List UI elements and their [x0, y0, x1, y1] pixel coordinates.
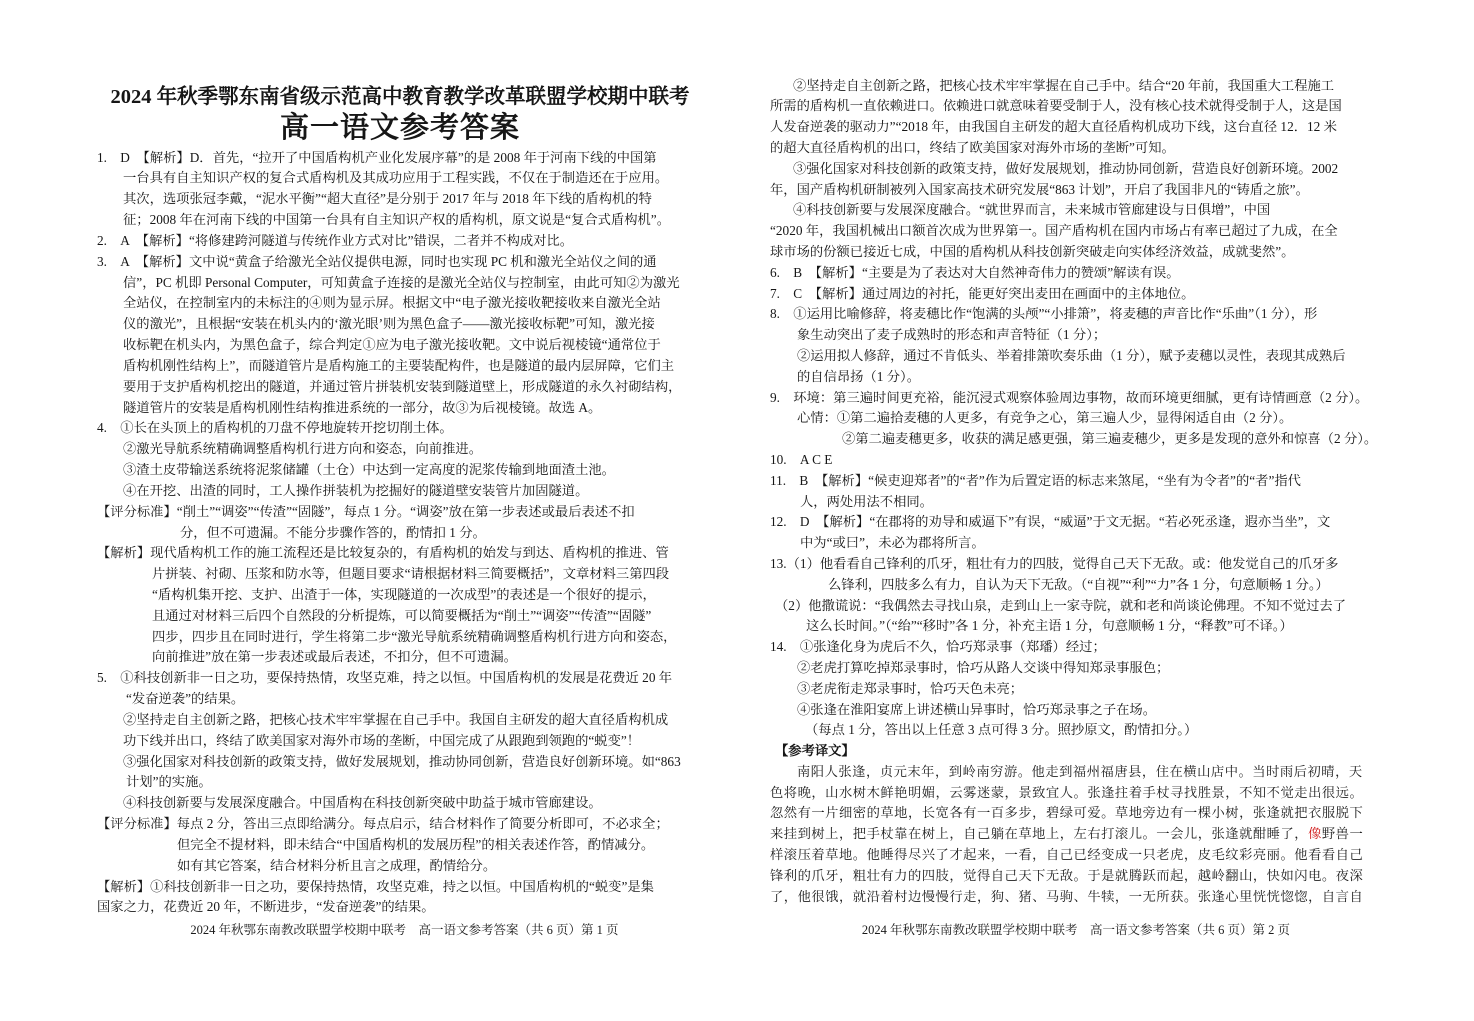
answer-line: 功下线并出口，终结了欧美国家对海外市场的垄断，中国完成了从跟跑到领跑的“蜕变”！	[123, 732, 641, 748]
answer-line: 3. A 【解析】文中说“黄盒子给激光全站仪提供电源，同时也实现 PC 机和激光全站仪之间的通	[97, 253, 657, 269]
scoring-line: 【评分标准】每点 2 分，答出三点即给满分。每点启示，结合材料作了简要分析即可，不必求全；	[97, 816, 669, 832]
answer-line: ③渣土皮带输送系统将泥浆储罐（土仓）中达到一定高度的泥浆传输到地面渣土池。	[123, 462, 615, 478]
answer-line: 12. D 【解析】“在郡将的劝导和威逼下”有误，“威逼”于文无据。“若必死丞逢，遐亦当坐”，文	[770, 514, 1331, 530]
answer-line: 收标靶在机头内，为黑色盒子，综合判定①应为电子激光接收靶。文中说后视棱镜“通常位于	[123, 337, 661, 353]
analysis-line: “盾构机集开挖、支护、出渣于一体，实现隧道的一次成型”的表述是一个很好的提示，	[152, 586, 656, 602]
answer-line: 2. A 【解析】“将修建跨河隧道与传统作业方式对比”错误，二者并不构成对比。	[97, 232, 574, 248]
answer-line: 要用于支护盾构机挖出的隧道，并通过管片拼装机安装到隧道壁上，形成隧道的永久衬砌结构，	[123, 378, 682, 394]
answer-line: 象生动突出了麦子成熟时的形态和声音特征（1 分）；	[797, 327, 1107, 343]
answer-line: 人，两处用法不相同。	[800, 493, 933, 509]
answer-line: 5. ①科技创新非一日之功，要保持热情，攻坚克难，持之以恒。中国盾构机的发展是花费近 20 年	[97, 670, 673, 686]
translation-line: 南阳人张逢，贞元末年，到岭南穷游。他走到福州福唐县，住在横山店中。当时雨后初晴，天	[797, 763, 1363, 779]
answer-line: ③老虎衔走郑录事时，恰巧天色未亮；	[797, 680, 1024, 696]
translation-line: 忽然有一片细密的草地，长宽各有一百多步，碧绿可爱。草地旁边有一棵小树，张逢就把衣服脱下	[770, 805, 1364, 821]
answer-line: 全站仪，在控制室内的未标注的④则为显示屏。根据文中“电子激光接收靶接收来自激光全站	[123, 295, 661, 311]
answer-line: 6. B 【解析】“主要是为了表达对大自然神奇伟力的赞颂”解读有误。	[770, 264, 1180, 280]
answer-line: 征；2008 年在河南下线的中国第一台具有自主知识产权的盾构机，原文说是“复合式盾构机”。	[123, 212, 671, 228]
answer-line: 人发奋逆袭的驱动力”“2018 年，由我国自主研发的超大直径盾构机成功下线，这台直径 12．12 米	[770, 119, 1337, 135]
answer-line: 10. A C E	[770, 451, 833, 467]
answer-line: 4. ①长在头顶上的盾构机的刀盘不停地旋转开挖切削土体。	[97, 420, 453, 436]
analysis-line: 【解析】现代盾构机工作的施工流程还是比较复杂的，有盾构机的始发与到达、盾构机的推进、管	[97, 545, 669, 561]
answer-line: 8. ①运用比喻修辞，将麦穗比作“饱满的头颅”“小排箫”，将麦穗的声音比作“乐曲”（1 分），形	[770, 306, 1318, 322]
answer-line: 14. ①张逢化身为虎后不久，恰巧郑录事（郑璠）经过；	[770, 639, 1106, 655]
answer-line: “发奋逆袭”的结果。	[126, 691, 245, 707]
translation-line: 色将晚，山水树木鲜艳明媚，云雾迷蒙，景致宜人。张逢拄着手杖寻找胜景，不知不觉走出很远。	[770, 784, 1364, 800]
scoring-note: （每点 1 分，答出以上任意 3 点可得 3 分。照抄原文，酌情扣分。）	[805, 722, 1198, 738]
answer-line: ②第二遍麦穗更多，收获的满足感更强，第三遍麦穗少，更多是发现的意外和惊喜（2 分）。	[842, 431, 1378, 447]
answer-line: 仪的激光”，且根据“安装在机头内的‘激光眼’则为黑色盒子——激光接收标靶”可知，激光接	[123, 316, 655, 332]
analysis-line: 且通过对材料三后四个自然段的分析提炼，可以简要概括为“削土”“调姿”“传渣”“固隧”	[152, 607, 652, 623]
answer-line: 盾构机刚性结构上”，而隧道管片是盾构施工的主要装配构件，也是隧道的最内层屏障，它们主	[123, 357, 675, 373]
translation-text: 野兽一	[1321, 826, 1364, 842]
answer-line: 信”，PC 机即 Personal Computer，可知黄盒子连接的是激光全站仪与控制室，由此可知②为激光	[123, 274, 680, 290]
answer-line: ②坚持走自主创新之路，把核心技术牢牢掌握在自己手中。我国自主研发的超大直径盾构机成	[123, 711, 669, 727]
answer-line: 的自信昂扬（1 分）。	[797, 368, 920, 384]
scoring-line: 【评分标准】“削土”“调姿”“传渣”“固隧”，每点 1 分。“调姿”放在第一步表述或最后表述不扣	[97, 503, 635, 519]
page-2-body	[770, 76, 1382, 908]
scoring-line: 分，但不可遗漏。不能分步骤作答的，酌情扣 1 分。	[180, 524, 486, 540]
translation-line: 了，他很饿，就沿着村边慢慢行走，狗、猪、马驹、牛犊，一无所获。张逢心里恍恍惚惚，自言自	[770, 888, 1364, 904]
scoring-line: 但完全不提材料，即未结合“中国盾构机的发展历程”的相关表述作答，酌情减分。	[177, 836, 655, 852]
translation-heading: 【参考译文】	[775, 743, 855, 759]
answer-line: 的超大直径盾构机的出口，终结了欧美国家对海外市场的垄断”可知。	[770, 139, 1175, 155]
answer-line: 中为“或曰”，未必为郡将所言。	[800, 535, 985, 551]
answer-line: ②运用拟人修辞，通过不肯低头、举着排箫吹奏乐曲（1 分），赋予麦穗以灵性，表现其成熟后	[797, 347, 1346, 363]
answer-line: ②激光导航系统精确调整盾构机行进方向和姿态，向前推进。	[123, 441, 483, 457]
answer-line: 所需的盾构机一直依赖进口。依赖进口就意味着要受制于人，没有核心技术就得受制于人，这是国	[770, 98, 1342, 114]
scoring-line: 如有其它答案，结合材料分析且言之成理，酌情给分。	[177, 857, 497, 873]
answer-line: ④在开挖、出渣的同时，工人操作拼装机为挖掘好的隧道壁安装管片加固隧道。	[123, 482, 589, 498]
translation-line: 样滚压着草地。他睡得尽兴了才起来，一看，自己已经变成一只老虎，皮毛纹彩亮丽。他看看自己	[770, 847, 1364, 863]
answer-line: （2）他撒谎说：“我偶然去寻找山泉，走到山上一家寺院，就和老和尚谈论佛理。不知不觉过去了	[775, 597, 1347, 613]
page-2-footer: 2024 年秋鄂东南教改联盟学校期中联考 高一语文参考答案（共 6 页）第 2 页	[861, 923, 1291, 937]
answer-line: 7. C 【解析】通过周边的衬托，能更好突出麦田在画面中的主体地位。	[770, 285, 1195, 301]
analysis-line: 四步，四步且在同时进行，学生将第二步“激光导航系统精确调整盾构机行进方向和姿态，	[152, 628, 677, 644]
document-title: 高一语文参考答案	[279, 112, 520, 144]
answer-line: 心情：①第二遍拾麦穗的人更多，有竞争之心，第三遍人少，显得闲适自由（2 分）。	[797, 410, 1293, 426]
page-1-footer: 2024 年秋鄂东南教改联盟学校期中联考 高一语文参考答案（共 6 页）第 1 页	[190, 923, 619, 937]
answer-line: 一台具有自主知识产权的复合式盾构机及其成功应用于工程实践，不仅在于制造还在于应用。	[123, 170, 669, 186]
answer-line: 么锋利，四肢多么有力，自认为天下无敌。（“自视”“利”“力”各 1 分，句意顺畅 1 分。）	[828, 576, 1329, 592]
answer-line: 其次，选项张冠李戴，“泥水平衡”“超大直径”是分别于 2017 年与 2018 年下线的盾构机的特	[123, 191, 652, 207]
answer-line: 1. D 【解析】D．首先，“拉开了中国盾构机产业化发展序幕”的是 2008 年于河南下线的中国第	[97, 149, 657, 165]
answer-line: 隧道管片的安装是盾构机刚性结构推进系统的一部分，故③为后视棱镜。故选 A。	[123, 399, 602, 415]
translation-line: 锋利的爪牙，粗壮有力的四肢，觉得自己天下无敌。于是就腾跃而起，越岭翻山，快如闪电。夜深	[770, 867, 1364, 883]
exam-title: 2024 年秋季鄂东南省级示范高中教育教学改革联盟学校期中联考	[110, 86, 690, 108]
analysis-line: 片拼装、衬砌、压浆和防水等，但题目要求“请根据材料三简要概括”，文章材料三第四段	[152, 566, 670, 582]
answer-line: “2020 年，我国机械出口额首次成为世界第一。国产盾构机在国内市场占有率已超过了九成，在全	[770, 223, 1338, 239]
answer-line: ③强化国家对科技创新的政策支持，做好发展规划，推动协同创新，营造良好创新环境。如“863	[123, 753, 681, 769]
translation-line	[770, 824, 1382, 845]
answer-line: 年，国产盾构机研制被列入国家高技术研究发展“863 计划”，开启了我国非凡的“铸盾之旅”。	[770, 181, 1309, 197]
answer-line: 计划”的实施。	[126, 774, 212, 790]
analysis-line: 向前推进”放在第一步表述或最后表述，不扣分，但不可遗漏。	[152, 649, 517, 665]
highlighted-char: 像	[1308, 826, 1322, 842]
answer-line: ④科技创新要与发展深度融合。“就世界而言，未来城市管廊建设与日俱增”，中国	[793, 202, 1271, 218]
answer-line: 球市场的份额已接近七成，中国的盾构机从科技创新突破走向实体经济效益，成就斐然”。	[770, 243, 1295, 259]
answer-line: 11. B 【解析】“候吏迎郑者”的“者”作为后置定语的标志来煞尾，“坐有为令者”的“者”指代	[770, 472, 1301, 488]
analysis-line: 【解析】①科技创新非一日之功，要保持热情，攻坚克难，持之以恒。中国盾构机的“蜕变”是集	[97, 878, 654, 894]
answer-line: ②老虎打算吃掉郑录事时，恰巧从路人交谈中得知郑录事服色；	[797, 659, 1170, 675]
answer-line: ④张逢在淮阳宴席上讲述横山异事时，恰巧郑录事之子在场。	[797, 701, 1157, 717]
translation-text: 来挂到树上，把手杖靠在树上，自己躺在草地上，左右打滚儿。一会儿，张逢就酣睡了，	[770, 826, 1309, 842]
answer-line: ③强化国家对科技创新的政策支持，做好发展规划，推动协同创新，营造良好创新环境。2002	[793, 160, 1339, 176]
answer-line: ④科技创新要与发展深度融合。中国盾构在科技创新突破中助益于城市管廊建设。	[123, 795, 602, 811]
answer-line: 13.（1）他看看自己锋利的爪牙，粗壮有力的四肢，觉得自己天下无敌。或：他发觉自己的爪牙多	[770, 555, 1339, 571]
answer-line: 这么长时间。”（“绐”“移时”各 1 分，补充主语 1 分，句意顺畅 1 分，“释教”可不译。）	[806, 618, 1293, 634]
page-1-body	[97, 148, 712, 919]
answer-line: 9. 环境：第三遍时间更充裕，能沉浸式观察体验周边事物，故而环境更细腻，更有诗情画意（2 分）。	[770, 389, 1369, 405]
answer-line: ②坚持走自主创新之路，把核心技术牢牢掌握在自己手中。结合“20 年前，我国重大工程施工	[793, 77, 1335, 93]
analysis-line: 国家之力，花费近 20 年，不断进步，“发奋逆袭”的结果。	[97, 899, 435, 915]
